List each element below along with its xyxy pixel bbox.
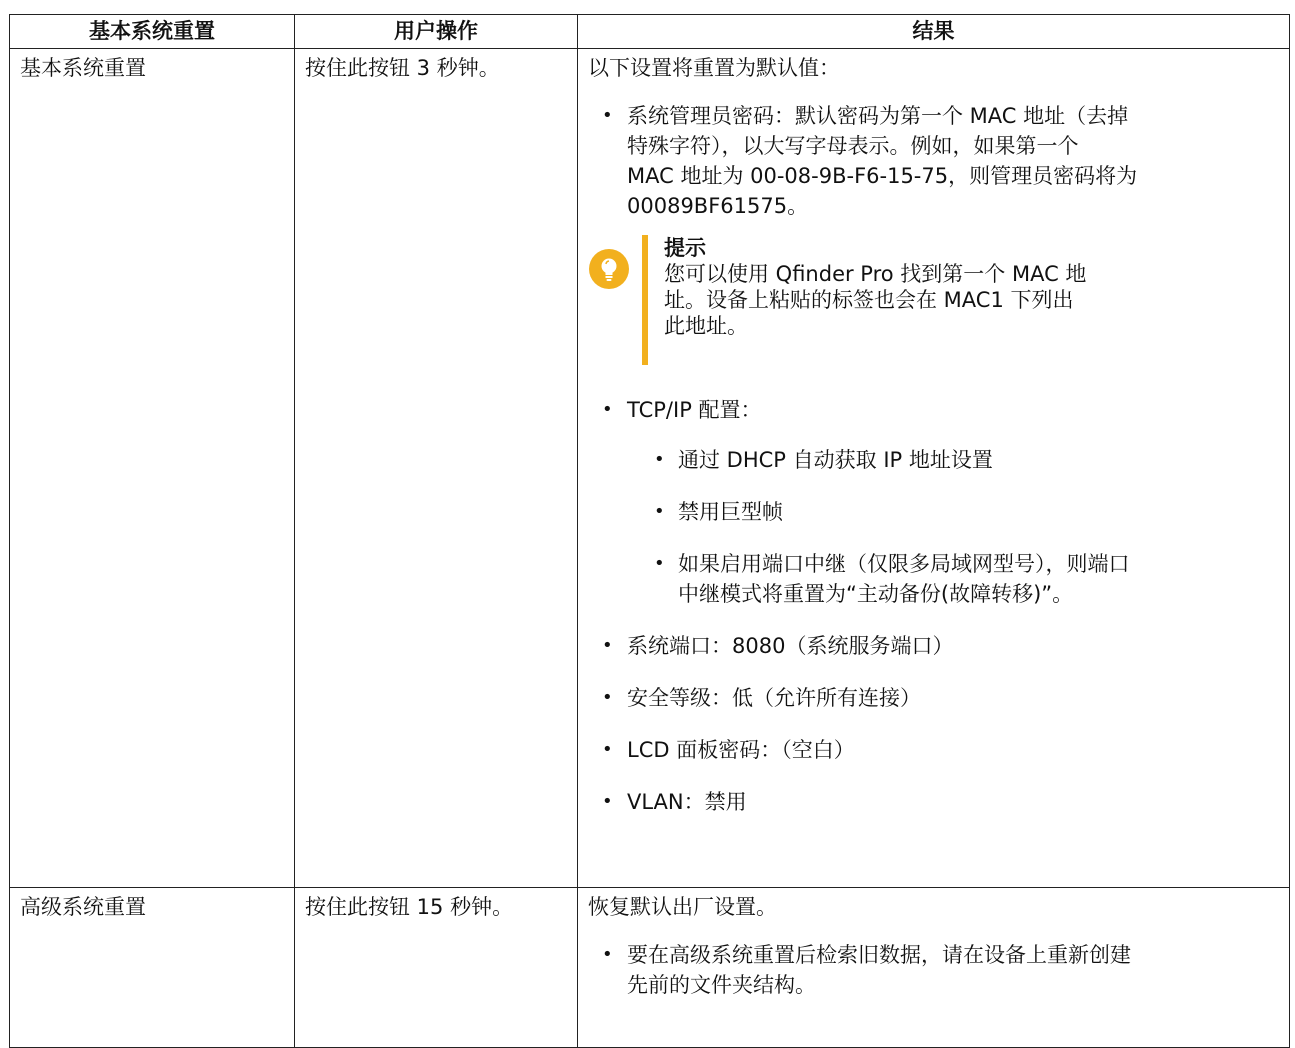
list-item xyxy=(588,940,1279,1000)
lightbulb-icon xyxy=(589,249,629,289)
result-list-continued xyxy=(588,395,1279,817)
result-content xyxy=(578,888,1289,1000)
trunk-line-1: • 如果启用端口中继（仅限多局域网型号），则端口 xyxy=(678,552,1130,576)
admin-password-line-2: 特殊字符），以大写字母表示。例如，如果第一个 xyxy=(627,134,1079,158)
header-result: 结果 xyxy=(578,15,1290,49)
result-list xyxy=(588,101,1279,221)
result-content xyxy=(578,49,1289,817)
cell-reset-type xyxy=(10,888,295,1048)
reset-type-label: 高级系统重置 xyxy=(20,895,146,919)
tip-accent-bar xyxy=(642,235,648,365)
trunk-line-2: 中继模式将重置为“主动备份(故障转移)”。 xyxy=(678,582,1074,606)
user-action-label: 按住此按钮 3 秒钟。 xyxy=(305,56,500,80)
tcpip-label: • TCP/IP 配置： xyxy=(627,398,762,422)
tip-callout xyxy=(588,235,1279,365)
list-item xyxy=(588,101,1279,221)
tip-title: 提示 xyxy=(664,236,706,260)
tip-line-3: 此地址。 xyxy=(664,314,748,338)
admin-password-line-1: • 系统管理员密码：默认密码为第一个 MAC 地址（去掉 xyxy=(627,104,1129,128)
cell-result xyxy=(578,49,1290,888)
tip-body xyxy=(664,235,1194,339)
cell-result xyxy=(578,888,1290,1048)
reset-type-label: 基本系统重置 xyxy=(20,56,146,80)
admin-password-line-4: 00089BF61575。 xyxy=(627,194,809,218)
sub-list-item xyxy=(627,549,1279,609)
result-intro: 以下设置将重置为默认值： xyxy=(588,56,840,80)
retrieve-data-line-1: • 要在高级系统重置后检索旧数据，请在设备上重新创建 xyxy=(627,943,1131,967)
result-intro: 恢复默认出厂设置。 xyxy=(588,895,777,919)
cell-user-action xyxy=(295,49,578,888)
cell-user-action xyxy=(295,888,578,1048)
admin-password-line-3: MAC 地址为 00-08-9B-F6-15-75，则管理员密码将为 xyxy=(627,164,1138,188)
table-header-row xyxy=(10,15,1290,49)
cell-reset-type xyxy=(10,49,295,888)
list-item: • 安全等级：低（允许所有连接） xyxy=(588,683,1279,713)
sub-list-item: • 禁用巨型帧 xyxy=(627,497,1279,527)
result-list xyxy=(588,940,1279,1000)
list-item xyxy=(588,395,1279,609)
reset-options-table xyxy=(9,14,1290,1048)
tip-line-2: 址。设备上粘贴的标签也会在 MAC1 下列出 xyxy=(664,288,1074,312)
retrieve-data-line-2: 先前的文件夹结构。 xyxy=(627,973,816,997)
table-row xyxy=(10,888,1290,1048)
tip-line-1: 您可以使用 Qfinder Pro 找到第一个 MAC 地 xyxy=(664,262,1087,286)
list-item: • 系统端口：8080（系统服务端口） xyxy=(588,631,1279,661)
header-user-action: 用户操作 xyxy=(295,15,578,49)
header-reset-type: 基本系统重置 xyxy=(10,15,295,49)
tcpip-sublist xyxy=(627,445,1279,609)
list-item: • LCD 面板密码：（空白） xyxy=(588,735,1279,765)
user-action-label: 按住此按钮 15 秒钟。 xyxy=(305,895,514,919)
list-item: • VLAN：禁用 xyxy=(588,787,1279,817)
table-row xyxy=(10,49,1290,888)
sub-list-item: • 通过 DHCP 自动获取 IP 地址设置 xyxy=(627,445,1279,475)
